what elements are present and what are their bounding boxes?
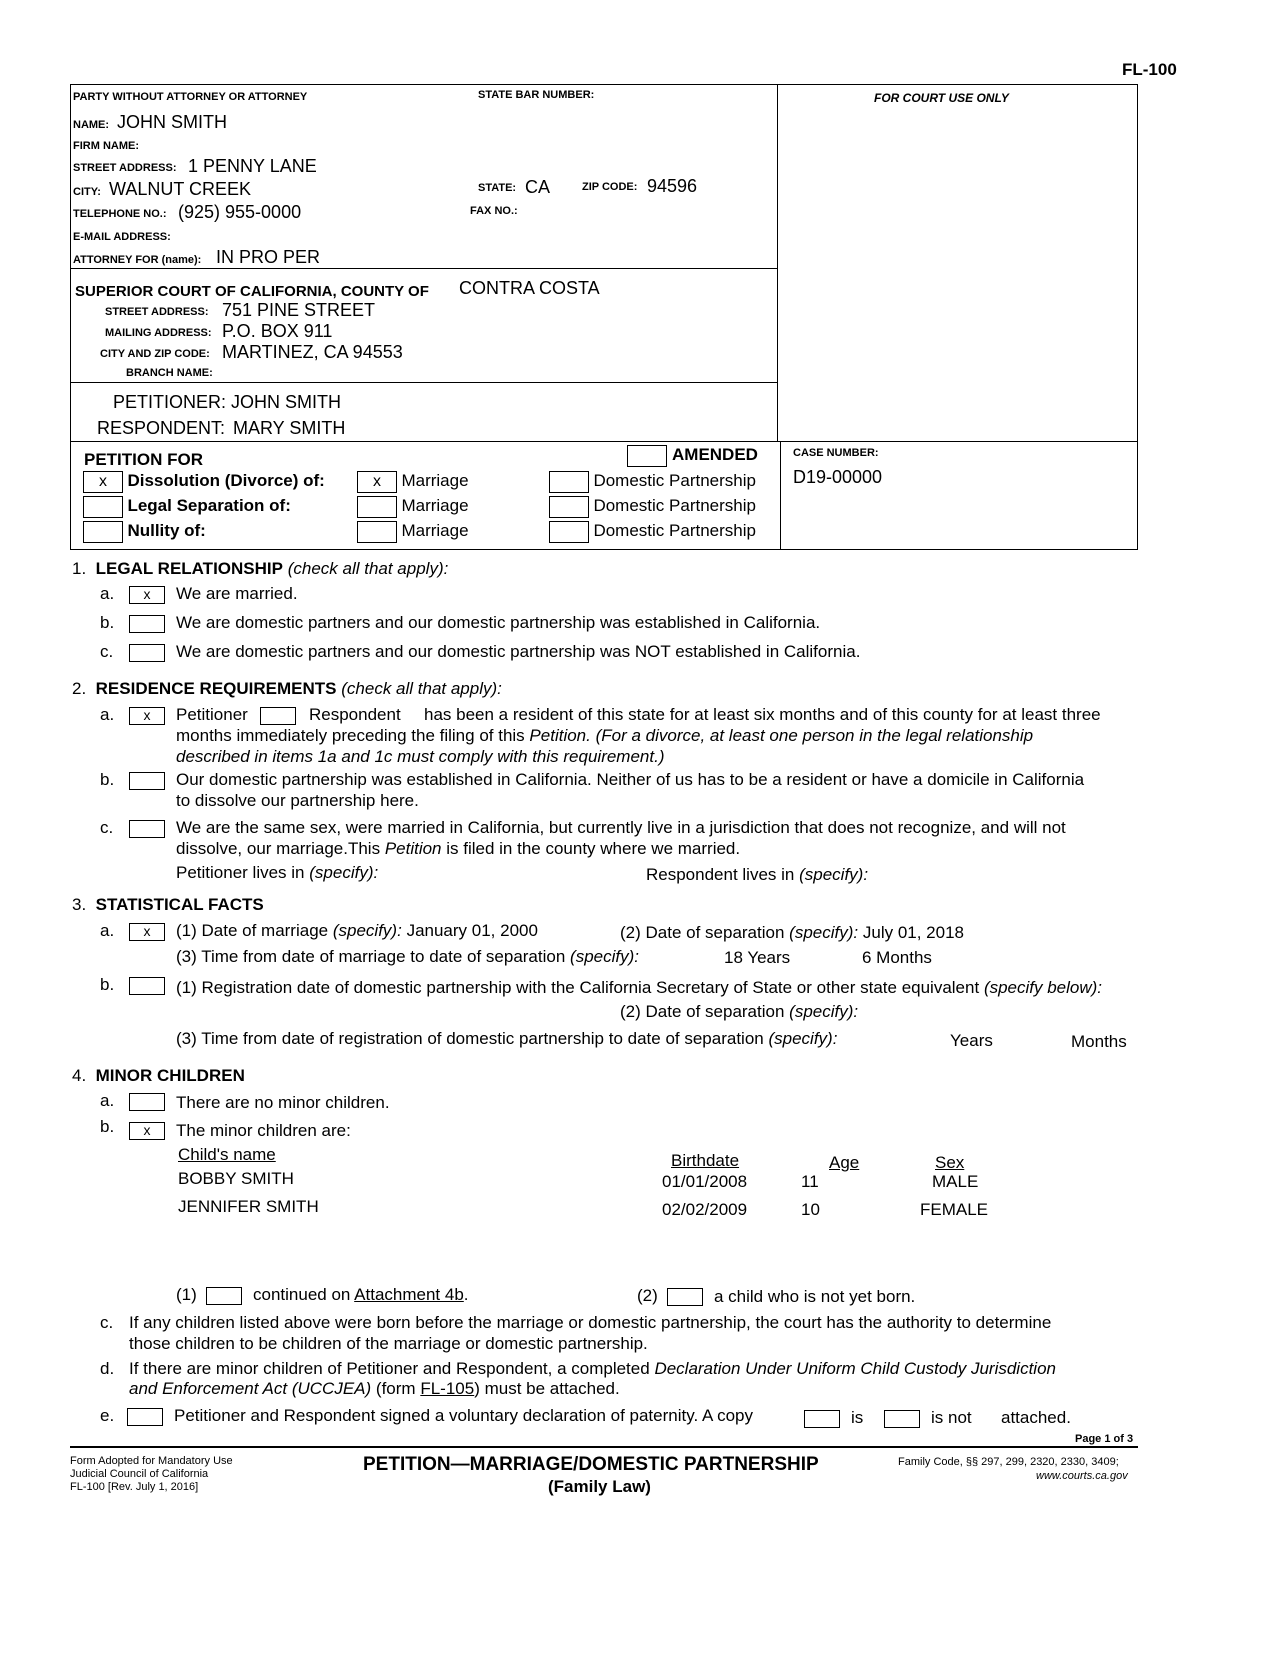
respondent-value[interactable]: MARY SMITH — [233, 418, 346, 438]
separation-checkbox[interactable] — [83, 496, 123, 518]
phone-value[interactable]: (925) 955-0000 — [178, 202, 302, 222]
4e-isnot-checkbox[interactable] — [884, 1410, 920, 1428]
form-id: FL-100 — [1122, 60, 1177, 79]
city-value[interactable]: WALNUT CREEK — [109, 179, 252, 199]
2b-checkbox[interactable] — [129, 772, 165, 790]
3a-checkbox[interactable]: x — [129, 923, 165, 941]
1a-checkbox[interactable]: x — [129, 586, 165, 604]
years-value[interactable]: 18 Years — [724, 948, 791, 967]
zip-value[interactable]: 94596 — [647, 176, 698, 196]
amended-checkbox[interactable] — [627, 445, 667, 467]
1c-checkbox[interactable] — [129, 644, 165, 662]
4e-is-checkbox[interactable] — [804, 1410, 840, 1428]
separation-date-value: July 01, 2018 — [862, 923, 964, 942]
attorney-for-value[interactable]: IN PRO PER — [216, 247, 321, 267]
court-mailing-value[interactable]: P.O. BOX 911 — [222, 321, 333, 341]
2a-respondent-checkbox[interactable] — [260, 707, 296, 725]
4b-checkbox[interactable]: x — [129, 1122, 165, 1140]
footer-adopted: Form Adopted for Mandatory Use Judicial Council of California FL-100 [Rev. July 1, 2016] — [70, 1455, 233, 1493]
footer-title: PETITION—MARRIAGE/DOMESTIC PARTNERSHIP — [363, 1454, 819, 1475]
nullity-partnership-checkbox[interactable] — [549, 521, 589, 543]
col-age: Age — [829, 1153, 860, 1172]
court-heading: SUPERIOR COURT OF CALIFORNIA, COUNTY OF — [75, 283, 429, 300]
section-1-heading: 1. LEGAL RELATIONSHIP (check all that apply): — [72, 559, 449, 578]
case-number-value[interactable]: D19-00000 — [793, 467, 883, 487]
3b-checkbox[interactable] — [129, 977, 165, 995]
4e-checkbox[interactable] — [127, 1408, 163, 1426]
col-child-name: Child's name — [178, 1145, 276, 1164]
court-use-label: FOR COURT USE ONLY — [874, 91, 1009, 105]
4b2-checkbox[interactable] — [667, 1288, 703, 1306]
2a-petitioner-checkbox[interactable]: x — [129, 707, 165, 725]
name-value[interactable]: JOHN SMITH — [117, 112, 227, 132]
nullity-checkbox[interactable] — [83, 521, 123, 543]
dissolution-checkbox[interactable]: x — [83, 471, 123, 493]
col-sex: Sex — [935, 1153, 965, 1172]
footer-url[interactable]: www.courts.ca.gov — [1036, 1470, 1128, 1482]
state-value[interactable]: CA — [525, 177, 551, 197]
section-4-heading: 4. MINOR CHILDREN — [72, 1066, 245, 1085]
petition-for-heading: PETITION FOR — [84, 450, 203, 469]
attachment-link[interactable]: Attachment 4b — [354, 1285, 464, 1304]
page-number: Page 1 of 3 — [1075, 1433, 1134, 1445]
dissolution-marriage-checkbox[interactable]: x — [357, 471, 397, 493]
street-value[interactable]: 1 PENNY LANE — [188, 156, 317, 176]
col-birthdate: Birthdate — [671, 1151, 740, 1170]
fl105-link[interactable]: FL-105 — [420, 1379, 475, 1398]
footer-code: Family Code, §§ 297, 299, 2320, 2330, 3409; — [898, 1456, 1119, 1468]
4b1-checkbox[interactable] — [206, 1287, 242, 1305]
dissolution-partnership-checkbox[interactable] — [549, 471, 589, 493]
1b-checkbox[interactable] — [129, 615, 165, 633]
2c-checkbox[interactable] — [129, 820, 165, 838]
petition-row-separation: Legal Separation of: — [83, 496, 291, 518]
separation-partnership-checkbox[interactable] — [549, 496, 589, 518]
4a-checkbox[interactable] — [129, 1093, 165, 1111]
petitioner-value[interactable]: JOHN SMITH — [231, 392, 341, 412]
nullity-marriage-checkbox[interactable] — [357, 521, 397, 543]
party-label: PARTY WITHOUT ATTORNEY OR ATTORNEY — [73, 91, 308, 103]
petition-row-dissolution: x Dissolution (Divorce) of: — [83, 471, 325, 493]
petition-row-nullity: Nullity of: — [83, 521, 206, 543]
section-2-heading: 2. RESIDENCE REQUIREMENTS (check all that apply): — [72, 679, 502, 698]
months-value[interactable]: 6 Months — [862, 948, 932, 967]
court-street-value[interactable]: 751 PINE STREET — [222, 300, 376, 320]
section-3-heading: 3. STATISTICAL FACTS — [72, 895, 264, 914]
bar-label: STATE BAR NUMBER: — [478, 89, 595, 101]
separation-marriage-checkbox[interactable] — [357, 496, 397, 518]
court-cityzip-value[interactable]: MARTINEZ, CA 94553 — [222, 342, 403, 362]
marriage-date-value: January 01, 2000 — [406, 921, 538, 940]
county-value[interactable]: CONTRA COSTA — [459, 278, 600, 298]
footer-subtitle: (Family Law) — [548, 1477, 651, 1496]
